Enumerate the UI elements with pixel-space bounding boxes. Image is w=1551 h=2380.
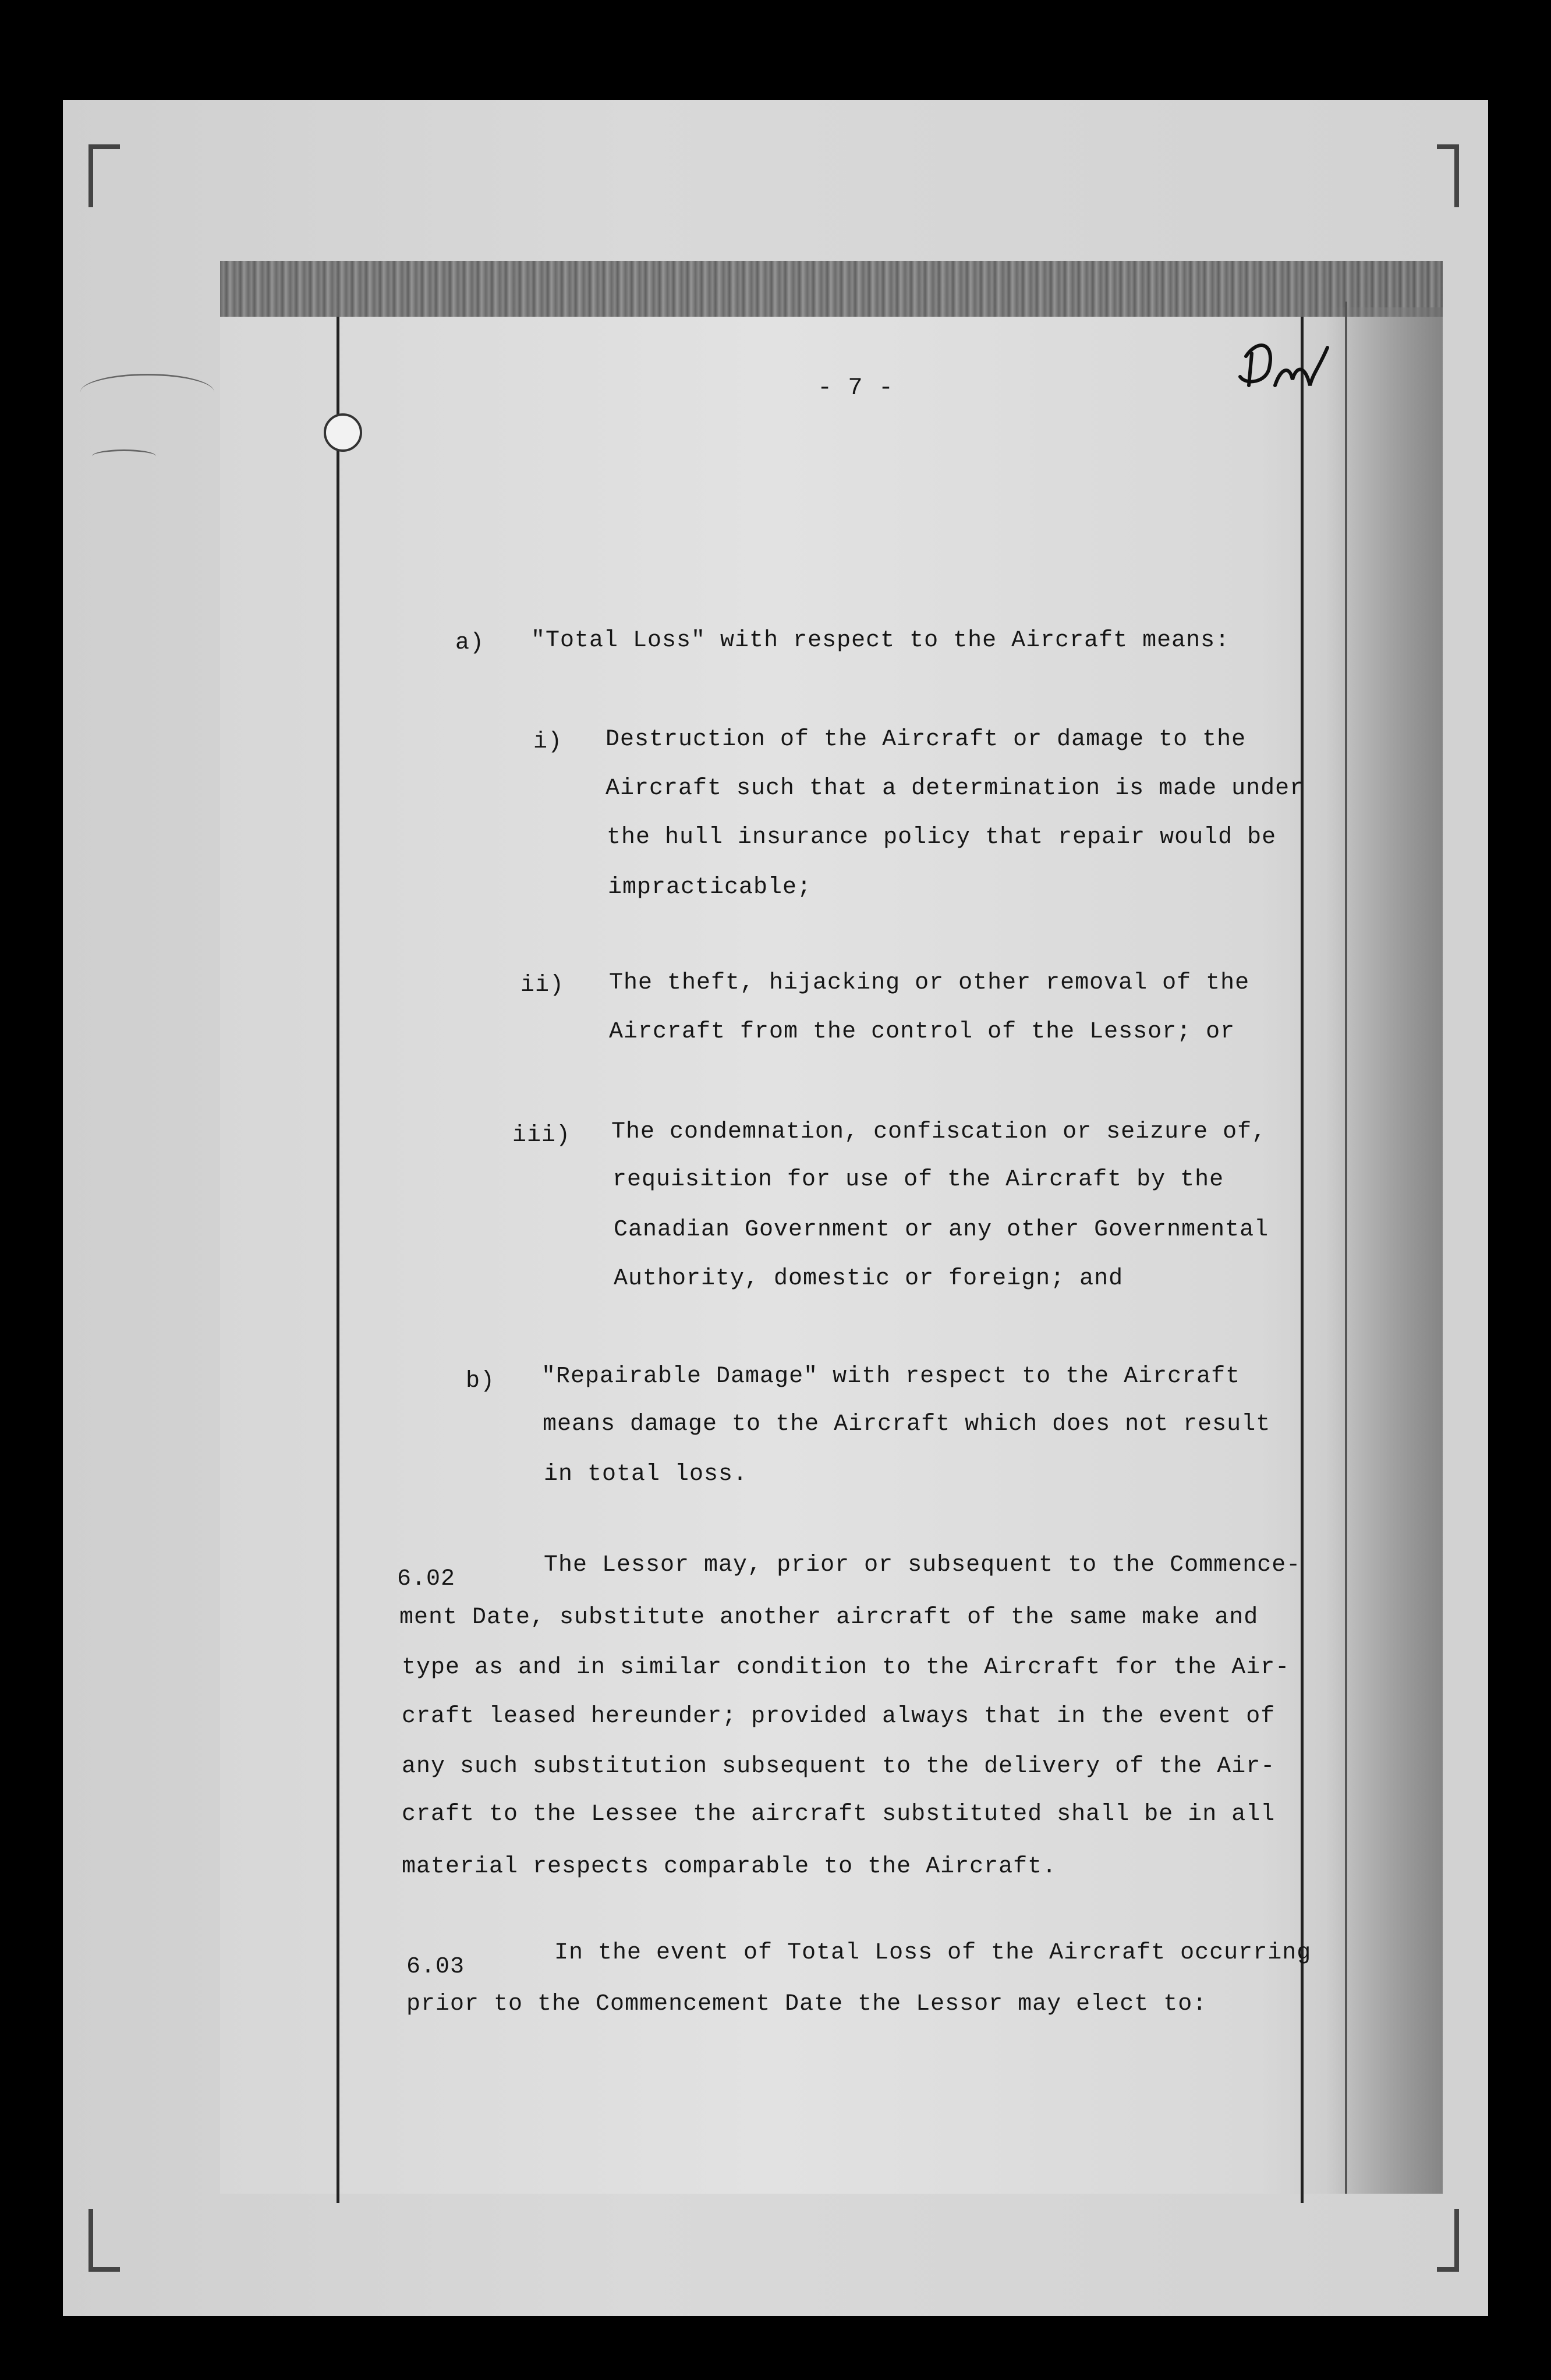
section-6-02-line: craft to the Lessee the aircraft substituted shall be in all xyxy=(402,1801,1276,1828)
section-6-03-number: 6.03 xyxy=(406,1954,465,1980)
item-a-text: "Total Loss" with respect to the Aircraft means: xyxy=(531,628,1230,654)
item-iii-line: The condemnation, confiscation or seizure of, xyxy=(611,1119,1267,1145)
section-6-02-line: type as and in similar condition to the Aircraft for the Air- xyxy=(402,1655,1290,1681)
section-6-03-line: In the event of Total Loss of the Aircraft occurring xyxy=(554,1940,1312,1966)
item-ii-line: The theft, hijacking or other removal of the xyxy=(609,970,1250,996)
section-6-02-number: 6.02 xyxy=(397,1566,456,1592)
crop-mark-top-left xyxy=(88,144,120,207)
item-b-line: "Repairable Damage" with respect to the Aircraft xyxy=(541,1363,1241,1390)
page-number: - 7 - xyxy=(817,374,894,402)
item-a-label: a) xyxy=(455,630,485,656)
item-b-line: means damage to the Aircraft which does not result xyxy=(543,1411,1271,1437)
page-right-shadow xyxy=(1326,307,1443,2194)
item-b-label: b) xyxy=(466,1368,495,1394)
item-i-line: impracticable; xyxy=(608,874,812,901)
section-6-02-line: any such substitution subsequent to the delivery of the Air- xyxy=(402,1754,1276,1780)
item-iii-line: requisition for use of the Aircraft by the xyxy=(612,1167,1224,1193)
right-edge-line xyxy=(1345,302,1347,2194)
item-iii-line: Canadian Government or any other Governmental xyxy=(614,1217,1269,1243)
crop-mark-top-right xyxy=(1437,144,1459,207)
item-i-line: Aircraft such that a determination is made under xyxy=(605,775,1305,802)
item-i-line: the hull insurance policy that repair would be xyxy=(607,824,1277,851)
section-6-02-line: ment Date, substitute another aircraft of the same make and xyxy=(399,1605,1259,1631)
left-margin-line xyxy=(337,317,339,2203)
section-6-02-line: material respects comparable to the Aircraft. xyxy=(402,1854,1057,1880)
section-6-02-line: The Lessor may, prior or subsequent to the Commence- xyxy=(544,1552,1301,1578)
punch-hole xyxy=(324,413,362,452)
item-ii-line: Aircraft from the control of the Lessor; or xyxy=(609,1019,1235,1045)
right-margin-line xyxy=(1301,317,1304,2203)
section-6-02-line: craft leased hereunder; provided always that in the event of xyxy=(402,1703,1276,1730)
item-i-label: i) xyxy=(533,729,563,755)
handwritten-initials xyxy=(1234,333,1352,450)
crop-mark-bottom-right xyxy=(1437,2209,1459,2272)
item-i-line: Destruction of the Aircraft or damage to the xyxy=(605,727,1247,753)
item-iii-label: iii) xyxy=(512,1122,571,1149)
item-ii-label: ii) xyxy=(520,972,565,998)
scan-artifact xyxy=(92,449,156,463)
item-b-line: in total loss. xyxy=(544,1461,748,1488)
section-6-03-line: prior to the Commencement Date the Lessor may elect to: xyxy=(406,1991,1207,2017)
page-top-shadow xyxy=(220,261,1443,317)
initials-text: Dn xyxy=(1351,449,1352,450)
crop-mark-bottom-left xyxy=(88,2209,120,2272)
item-iii-line: Authority, domestic or foreign; and xyxy=(614,1266,1124,1292)
scan-artifact xyxy=(80,374,214,410)
